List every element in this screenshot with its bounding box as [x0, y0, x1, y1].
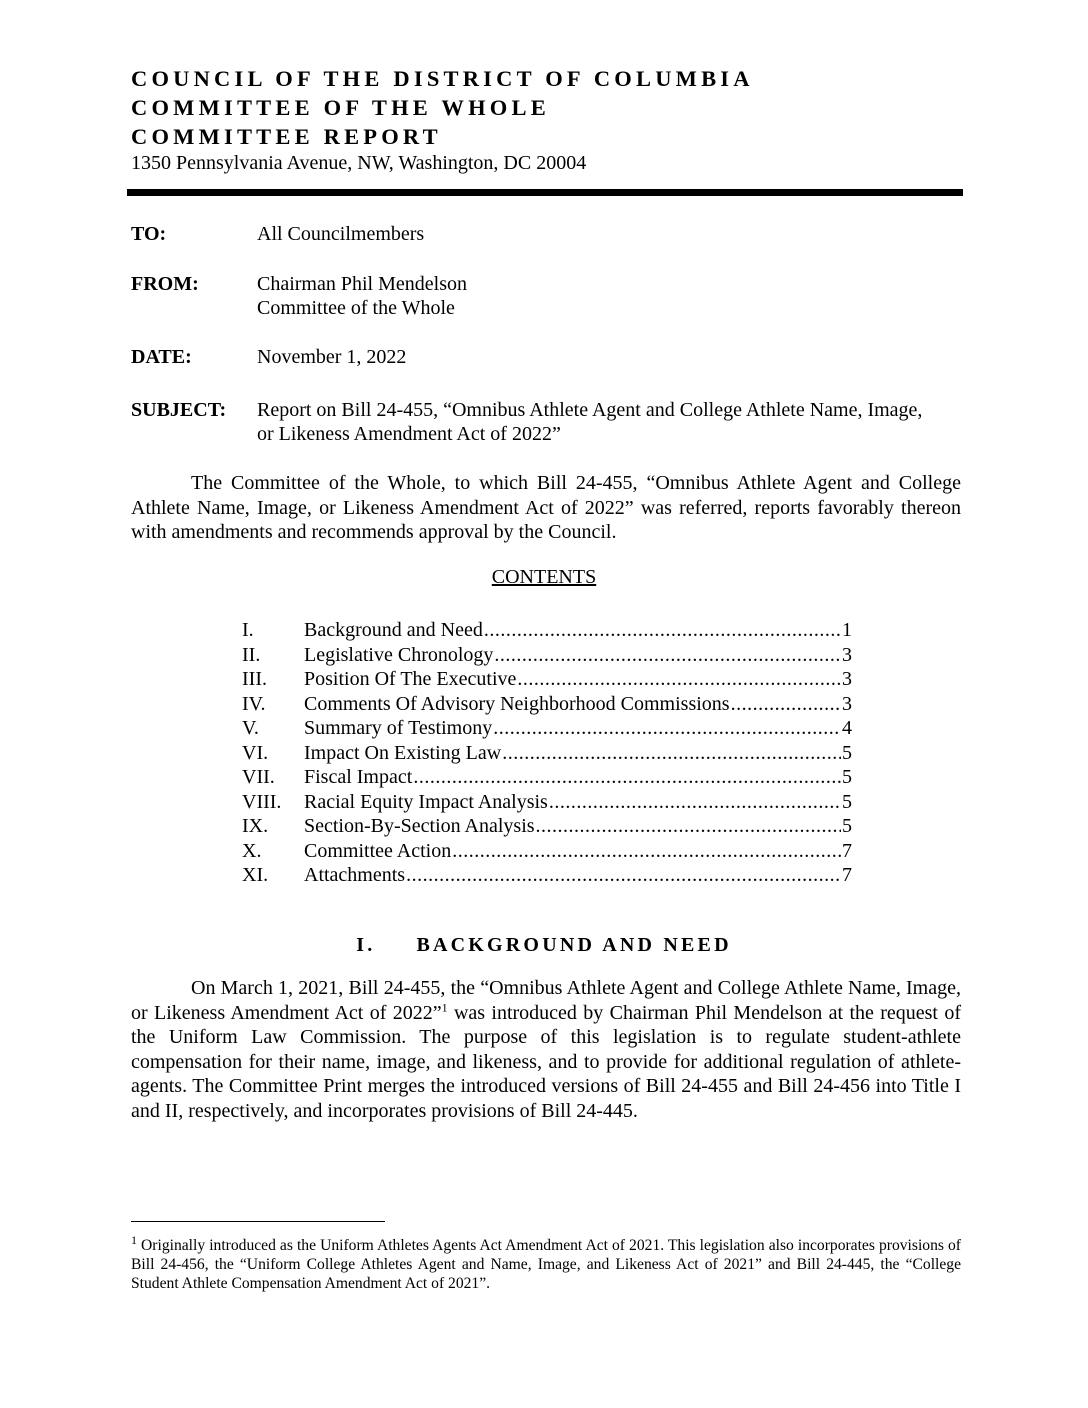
- toc-entry-page: 5: [842, 766, 852, 788]
- toc-entry-number: I.: [242, 619, 254, 641]
- toc-entry-title: Section-By-Section Analysis: [304, 815, 535, 837]
- subject-value-line2: or Likeness Amendment Act of 2022”: [257, 423, 561, 445]
- council-name-heading: COUNCIL OF THE DISTRICT OF COLUMBIA: [131, 66, 754, 91]
- toc-dot-leader: [536, 814, 841, 839]
- date-value: November 1, 2022: [257, 346, 407, 368]
- toc-entry[interactable]: [242, 863, 852, 888]
- from-label: FROM:: [131, 273, 199, 295]
- toc-entry-page: 5: [842, 815, 852, 837]
- toc-entry[interactable]: [242, 741, 852, 766]
- background-text-part2: was introduced by Chairman Phil Mendelson at the request of the Uniform Law Commission. The purpose of this legislation is to regulate student-athlete compensation for their name, image, and likeness, and to provide for additional regulation of athlete-agents. The Committee Print merges the introduced versions of Bill 24-455 and Bill 24-456 into Title I and II, respectively, and incorporates provisions of Bill 24-445.: [131, 1001, 961, 1122]
- toc-dot-leader: [406, 863, 841, 888]
- footnote-reference[interactable]: 1: [441, 999, 448, 1014]
- toc-entry-title: Legislative Chronology: [304, 643, 494, 666]
- toc-entry-title: Background and Need: [304, 619, 483, 641]
- footnote-text: Originally introduced as the Uniform Athletes Agents Act Amendment Act of 2021. This legislation also incorporates provisions of Bill 24-456, the “Uniform College Athletes Agent and Name, Image, and Likeness Act of 2021” and Bill 24-445, the “College Student Athlete Compensation Amendment Act of 2021”.: [131, 1237, 961, 1292]
- toc-entry-number: XI.: [242, 864, 269, 886]
- subject-label: SUBJECT:: [131, 399, 227, 421]
- section-heading-background: I. BACKGROUND AND NEED: [356, 934, 732, 956]
- toc-entry-number: VI.: [242, 741, 269, 764]
- toc-entry[interactable]: [242, 667, 852, 692]
- toc-entry-number: V.: [242, 717, 259, 739]
- toc-dot-leader: [452, 839, 841, 864]
- toc-entry-page: 7: [842, 839, 852, 862]
- contents-title: CONTENTS: [491, 566, 597, 588]
- header-divider: [127, 189, 963, 196]
- to-value: All Councilmembers: [257, 223, 425, 245]
- to-label: TO:: [131, 223, 167, 245]
- toc-entry-page: 3: [842, 692, 852, 715]
- toc-entry-number: IX.: [242, 815, 269, 837]
- date-label: DATE:: [131, 346, 192, 368]
- from-value-committee: Committee of the Whole: [257, 297, 455, 319]
- toc-dot-leader: [517, 667, 841, 692]
- toc-entry[interactable]: [242, 765, 852, 790]
- toc-entry-title: Position Of The Executive: [304, 668, 517, 690]
- toc-entry[interactable]: [242, 692, 852, 717]
- council-address: 1350 Pennsylvania Avenue, NW, Washington, DC 20004: [131, 152, 587, 174]
- toc-entry-page: 3: [842, 643, 852, 666]
- toc-entry[interactable]: [242, 839, 852, 864]
- toc-dot-leader: [484, 618, 841, 643]
- toc-entry[interactable]: [242, 790, 852, 815]
- toc-entry-number: VII.: [242, 766, 275, 788]
- from-value-name: Chairman Phil Mendelson: [257, 273, 467, 295]
- toc-entry[interactable]: [242, 618, 852, 643]
- footnote-divider: [131, 1221, 385, 1222]
- footnote-marker: 1: [131, 1232, 137, 1247]
- toc-entry[interactable]: [242, 814, 852, 839]
- toc-dot-leader: [731, 692, 841, 717]
- toc-entry-title: Committee Action: [304, 839, 452, 862]
- report-type-heading: COMMITTEE REPORT: [131, 124, 442, 149]
- toc-entry-title: Impact On Existing Law: [304, 741, 502, 764]
- toc-entry[interactable]: [242, 716, 852, 741]
- toc-entry[interactable]: [242, 643, 852, 668]
- toc-entry-number: VIII.: [242, 790, 282, 813]
- toc-dot-leader: [549, 790, 841, 815]
- footnote: [131, 1232, 961, 1293]
- toc-entry-title: Racial Equity Impact Analysis: [304, 790, 548, 813]
- toc-entry-page: 7: [842, 864, 852, 886]
- toc-entry-page: 1: [842, 619, 852, 641]
- toc-entry-page: 4: [842, 717, 852, 739]
- toc-dot-leader: [493, 716, 841, 741]
- table-of-contents: [242, 618, 852, 888]
- toc-entry-number: III.: [242, 668, 267, 690]
- committee-name-heading: COMMITTEE OF THE WHOLE: [131, 95, 550, 120]
- toc-dot-leader: [502, 741, 841, 766]
- toc-dot-leader: [413, 765, 841, 790]
- toc-dot-leader: [494, 643, 841, 668]
- toc-entry-title: Fiscal Impact: [304, 766, 413, 788]
- toc-entry-page: 5: [842, 790, 852, 813]
- toc-entry-number: IV.: [242, 692, 266, 715]
- subject-value-line1: Report on Bill 24-455, “Omnibus Athlete Agent and College Athlete Name, Image,: [257, 399, 923, 421]
- toc-entry-title: Comments Of Advisory Neighborhood Commissions: [304, 692, 730, 715]
- toc-entry-page: 5: [842, 741, 852, 764]
- toc-entry-title: Attachments: [304, 864, 406, 886]
- toc-entry-number: II.: [242, 643, 261, 666]
- toc-entry-title: Summary of Testimony: [304, 717, 493, 739]
- toc-entry-page: 3: [842, 668, 852, 690]
- background-text-part1: On March 1, 2021, Bill 24-455, the “Omnibus Athlete Agent and College Athlete Name, Image, or Likeness Amendment Act of 2022”: [131, 977, 961, 1024]
- toc-entry-number: X.: [242, 839, 262, 862]
- intro-paragraph: The Committee of the Whole, to which Bill 24-455, “Omnibus Athlete Agent and College Athlete Name, Image, or Likeness Amendment Act of 2022” was referred, reports favorably thereon with amendments and recommends approval by the Council.: [131, 472, 961, 543]
- background-paragraph: [131, 976, 961, 1123]
